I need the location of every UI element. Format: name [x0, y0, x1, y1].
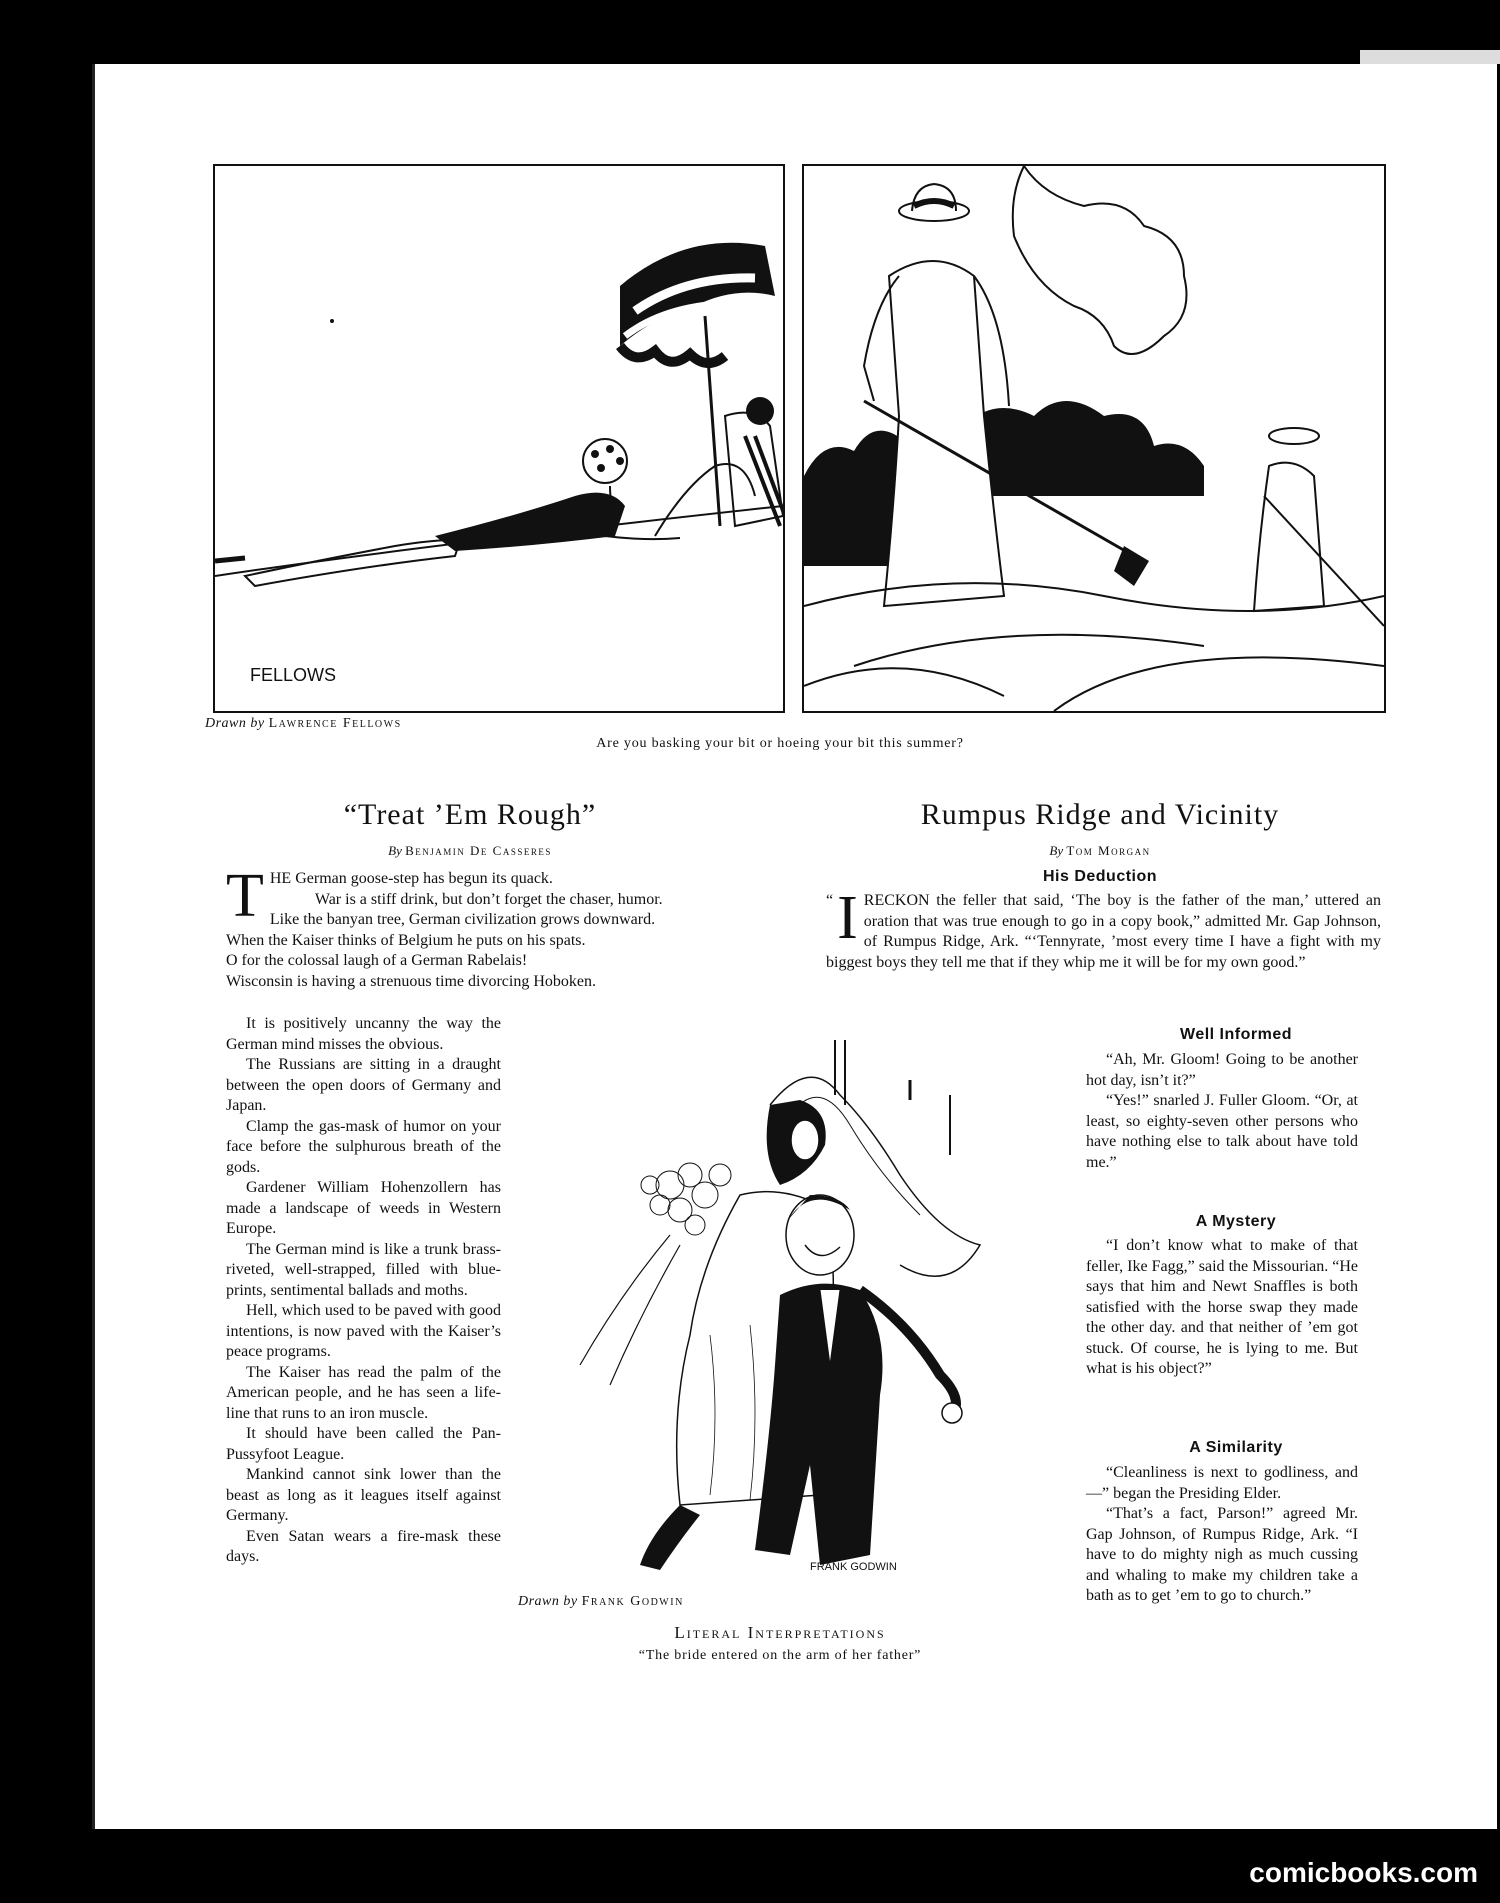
article1-narrow-para-8: It should have been called the Pan-Pussyfoot League.	[226, 1425, 501, 1463]
bride-drawing	[520, 1035, 1080, 1600]
beach-drawing	[215, 166, 783, 711]
section2-para-1: “Ah, Mr. Gloom! Going to be another hot day, isn’t it?”	[1086, 1051, 1358, 1089]
article1-para-6: Wisconsin is having a strenuous time divorcing Hoboken.	[226, 972, 596, 990]
section-well-informed-head: Well Informed	[1180, 1026, 1292, 1043]
section4-para-1: “Cleanliness is next to godliness, and—” began the Presiding Elder.	[1086, 1464, 1358, 1502]
article1-para-2: War is a stiff drink, but don’t forget the chaser, humor.	[314, 890, 663, 908]
article1-para-4: When the Kaiser thinks of Belgium he puts on his spats.	[226, 931, 586, 949]
section-mystery	[1086, 1236, 1358, 1380]
article2-author: Tom Morgan	[1066, 843, 1151, 858]
article2-by: By	[1049, 843, 1064, 858]
article1-para-1: HE German goose-step has begun its quack.	[269, 870, 553, 887]
article1-narrow-para-9: Mankind cannot sink lower than the beast as long as it leagues itself against Germany.	[226, 1466, 501, 1524]
site-watermark: comicbooks.com	[1249, 1857, 1478, 1888]
fellows-credit-name: Lawrence Fellows	[268, 716, 402, 731]
article2-title: Rumpus Ridge and Vicinity	[920, 798, 1280, 831]
section1-text: RECKON the feller that said, ‘The boy is the father of the man,’ uttered an oration that was true enough to go in a copy book,” admitted Mr. Gap Johnson, of Rumpus Ridge, Ark. “‘Tennyrate, ’most every time I have a fight with my biggest boys they tell me that if they whip me it will be for my own good.”	[826, 892, 1381, 971]
article1-narrow-column	[226, 1014, 501, 1568]
article1-narrow-para-2: The Russians are sitting in a draught between the open doors of Germany and Japan.	[226, 1056, 501, 1114]
section-similarity-head: A Similarity	[1189, 1439, 1283, 1456]
article1-narrow-para-3: Clamp the gas-mask of humor on your face before the sulphurous breath of the gods.	[226, 1117, 501, 1176]
section-his-deduction	[826, 884, 1381, 973]
article1-narrow-para-1: It is positively uncanny the way the German mind misses the obvious.	[226, 1015, 501, 1053]
section-similarity	[1086, 1463, 1358, 1607]
section1-open-quote: “	[826, 892, 834, 909]
section-mystery-head: A Mystery	[1195, 1213, 1277, 1230]
section-well-informed	[1086, 1050, 1358, 1173]
godwin-credit-name: Frank Godwin	[581, 1594, 684, 1609]
article1-intro	[226, 862, 781, 992]
godwin-credit	[518, 1594, 684, 1610]
fellows-credit-prefix: Drawn by	[205, 716, 265, 731]
section1-dropcap: I	[837, 884, 858, 952]
article1-by: By	[388, 843, 402, 858]
illustration-series-title: Literal Interpretations	[674, 1623, 886, 1642]
article1-narrow-para-7: The Kaiser has read the palm of the American people, and he has seen a life-line that runs to an iron muscle.	[226, 1363, 501, 1422]
cartoon-panel-beach	[213, 164, 785, 713]
cartoon-caption: Are you basking your bit or hoeing your bit this summer?	[596, 736, 964, 751]
bride-illustration	[520, 1035, 1080, 1600]
article1-para-3: Like the banyan tree, German civilization grows downward.	[269, 911, 656, 928]
godwin-signature: FRANK GODWIN	[810, 1561, 897, 1573]
cartoon-panel-hoeing	[802, 164, 1386, 713]
article1-dropcap: T	[226, 862, 264, 930]
article1-author: Benjamin De Casseres	[405, 843, 552, 858]
paper-scrap	[1360, 50, 1500, 64]
section-his-deduction-head: His Deduction	[1042, 868, 1158, 885]
article1-narrow-para-10: Even Satan wears a fire-mask these days.	[226, 1527, 501, 1565]
hoeing-drawing	[804, 166, 1384, 711]
article1-narrow-para-6: Hell, which used to be paved with good intentions, is now paved with the Kaiser’s peace programs.	[226, 1302, 501, 1360]
article2-byline	[820, 843, 1380, 859]
fellows-credit	[205, 716, 402, 732]
article1-narrow-para-4: Gardener William Hohenzollern has made a landscape of weeds in Western Europe.	[226, 1179, 501, 1237]
article1-title: “Treat ’Em Rough”	[343, 798, 597, 831]
article1-byline	[230, 843, 710, 859]
section2-para-2: “Yes!” snarled J. Fuller Gloom. “Or, at least, so eighty-seven other persons who have nothing else to talk about have told me.”	[1086, 1092, 1358, 1171]
section4-para-2: “That’s a fact, Parson!” agreed Mr. Gap Johnson, of Rumpus Ridge, Ark. “I have to do mighty nigh as much cussing and whaling to make my children take a bath as to get ’em to go to church.”	[1086, 1505, 1358, 1604]
article1-para-5: O for the colossal laugh of a German Rabelais!	[226, 952, 528, 969]
page-spine	[92, 64, 95, 1829]
article1-narrow-para-5: The German mind is like a trunk brass-riveted, well-strapped, filled with blue-prints, sentimental ballads and moths.	[226, 1240, 501, 1299]
illustration-caption: “The bride entered on the arm of her father”	[638, 1648, 922, 1663]
godwin-credit-prefix: Drawn by	[518, 1594, 578, 1609]
fellows-signature: FELLOWS	[250, 665, 337, 685]
section3-para-1: “I don’t know what to make of that feller, Ike Fagg,” said the Missourian. “He says that him and Newt Snaffles is both satisfied with the horse swap they made the other day. and that neither of ’em got stuck. Of course, he is lying to me. But what is his object?”	[1086, 1237, 1358, 1377]
